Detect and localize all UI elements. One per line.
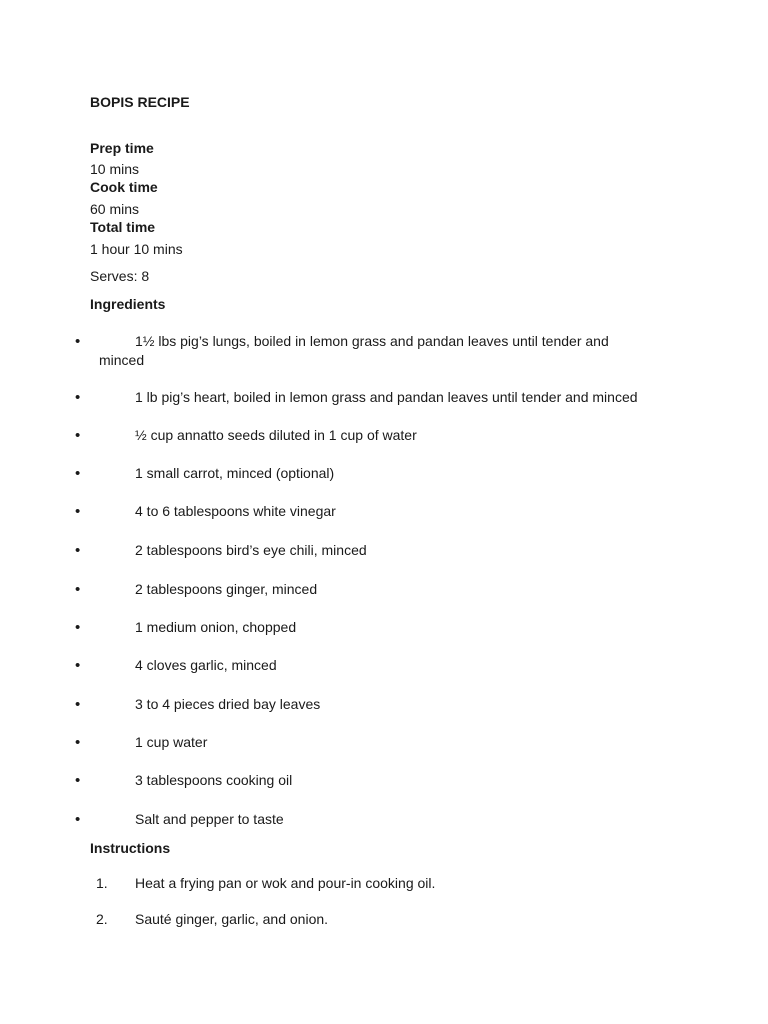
ingredient-text: 4 to 6 tablespoons white vinegar [135,503,336,519]
prep-time-label: Prep time [90,140,154,156]
total-time-value: 1 hour 10 mins [90,241,183,257]
ingredient-text: 1½ lbs pig’s lungs, boiled in lemon grass and pandan leaves until tender and [135,333,609,349]
cook-time-value: 60 mins [90,201,140,217]
step-number: 2. [96,911,108,927]
ingredient-text: 3 to 4 pieces dried bay leaves [135,696,321,712]
ingredient-text: 1 small carrot, minced (optional) [135,465,335,481]
bullet-icon: • [75,389,81,406]
ingredient-text: 2 tablespoons ginger, minced [135,581,318,597]
ingredient-text: Salt and pepper to taste [135,811,284,827]
bullet-icon: • [75,772,81,789]
bullet-icon: • [75,696,81,713]
recipe-title: BOPIS RECIPE [90,94,190,110]
ingredient-text-continued: minced [99,352,145,368]
ingredient-text: 2 tablespoons bird’s eye chili, minced [135,542,367,558]
bullet-icon: • [75,465,81,482]
step-number: 1. [96,875,108,891]
ingredient-text: 1 lb pig’s heart, boiled in lemon grass and pandan leaves until tender and minced [135,389,638,405]
ingredients-heading: Ingredients [90,296,166,312]
step-text: Sauté ginger, garlic, and onion. [135,911,329,927]
total-time-label: Total time [90,219,156,235]
bullet-icon: • [75,503,81,520]
ingredient-text: 1 medium onion, chopped [135,619,297,635]
step-text: Heat a frying pan or wok and pour-in cooking oil. [135,875,436,891]
instructions-heading: Instructions [90,840,171,856]
bullet-icon: • [75,734,81,751]
bullet-icon: • [75,542,81,559]
ingredient-text: 3 tablespoons cooking oil [135,772,293,788]
ingredient-text: 1 cup water [135,734,208,750]
ingredient-text: 4 cloves garlic, minced [135,657,277,673]
prep-time-value: 10 mins [90,161,140,177]
bullet-icon: • [75,581,81,598]
serves-text: Serves: 8 [90,268,150,284]
bullet-icon: • [75,619,81,636]
bullet-icon: • [75,657,81,674]
bullet-icon: • [75,811,81,828]
bullet-icon: • [75,333,81,350]
ingredient-text: ½ cup annatto seeds diluted in 1 cup of water [135,427,417,443]
cook-time-label: Cook time [90,179,158,195]
bullet-icon: • [75,427,81,444]
